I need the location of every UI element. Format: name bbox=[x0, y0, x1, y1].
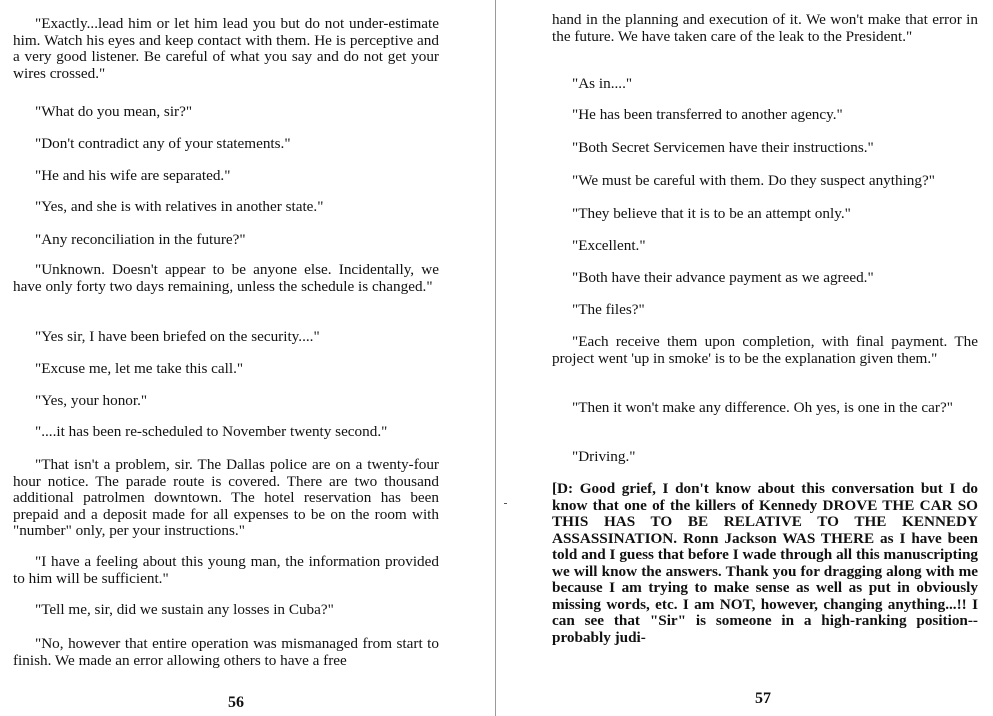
paragraph: "Then it won't make any difference. Oh yes, is one in the car?" bbox=[572, 399, 953, 416]
page-number: 56 bbox=[228, 694, 244, 711]
paragraph: "I have a feeling about this young man, the information provided to him will be sufficient." bbox=[13, 553, 439, 587]
paragraph: "As in...." bbox=[572, 75, 633, 92]
paragraph: "He and his wife are separated." bbox=[35, 167, 231, 184]
paragraph: hand in the planning and execution of it. We won't make that error in the future. We have taken care of the leak to the President." bbox=[552, 11, 978, 45]
page-number: 57 bbox=[755, 690, 771, 707]
paragraph: "That isn't a problem, sir. The Dallas police are on a twenty-four hour notice. The parade route is covered. There are two thousand additional patrolmen downtown. The hotel reservation has been prepaid and a deposit made for all expenses to be on the room with "number" only, per your instructions." bbox=[13, 456, 439, 539]
paragraph: "The files?" bbox=[572, 301, 645, 318]
paragraph: "Excuse me, let me take this call." bbox=[35, 360, 244, 377]
paragraph: "Yes sir, I have been briefed on the security...." bbox=[35, 328, 320, 345]
paragraph: "We must be careful with them. Do they suspect anything?" bbox=[572, 172, 935, 189]
paragraph: "Unknown. Doesn't appear to be anyone else. Incidentally, we have only forty two days remaining, unless the schedule is changed." bbox=[13, 261, 439, 295]
paragraph: "Any reconciliation in the future?" bbox=[35, 231, 246, 248]
paragraph: "Yes, your honor." bbox=[35, 392, 148, 409]
paragraph: "Excellent." bbox=[572, 237, 646, 254]
paragraph: "Exactly...lead him or let him lead you but do not under-estimate him. Watch his eyes and keep contact with them. He is perceptive and a very good listener. Be careful of what you say and do not get your wires crossed." bbox=[13, 15, 439, 82]
paragraph: "Both have their advance payment as we agreed." bbox=[572, 269, 874, 286]
paragraph: "....it has been re-scheduled to November twenty second." bbox=[35, 423, 388, 440]
paragraph: "Both Secret Servicemen have their instructions." bbox=[572, 139, 874, 156]
paragraph: "No, however that entire operation was mismanaged from start to finish. We made an error allowing others to have a free bbox=[13, 635, 439, 669]
paragraph: "What do you mean, sir?" bbox=[35, 103, 193, 120]
paragraph: "Driving." bbox=[572, 448, 636, 465]
paragraph: "Tell me, sir, did we sustain any losses in Cuba?" bbox=[35, 601, 334, 618]
right-page bbox=[497, 0, 993, 716]
paragraph: "Each receive them upon completion, with final payment. The project went 'up in smoke' is to be the explanation given them." bbox=[552, 333, 978, 367]
left-page bbox=[0, 0, 496, 716]
paragraph: "Yes, and she is with relatives in another state." bbox=[35, 198, 324, 215]
paragraph: "They believe that it is to be an attempt only." bbox=[572, 205, 851, 222]
author-note: [D: Good grief, I don't know about this conversation but I do know that one of the killers of Kennedy DROVE THE CAR SO THIS HAS TO BE RELATIVE TO THE KENNEDY ASSASSINATION. Ronn Jackson WAS THERE as I have been told and I guess that before I wade through all this manuscripting we will know the answers. Thank you for dragging along with me because I am trying to make sense as well as put in obviously missing words, etc. I am NOT, however, changing anything...!! I can see that "Sir" is someone in a high-ranking position--probably judi- bbox=[552, 480, 978, 646]
paragraph: "He has been transferred to another agency." bbox=[572, 106, 843, 123]
gutter-divider bbox=[495, 0, 496, 716]
paragraph: "Don't contradict any of your statements." bbox=[35, 135, 291, 152]
